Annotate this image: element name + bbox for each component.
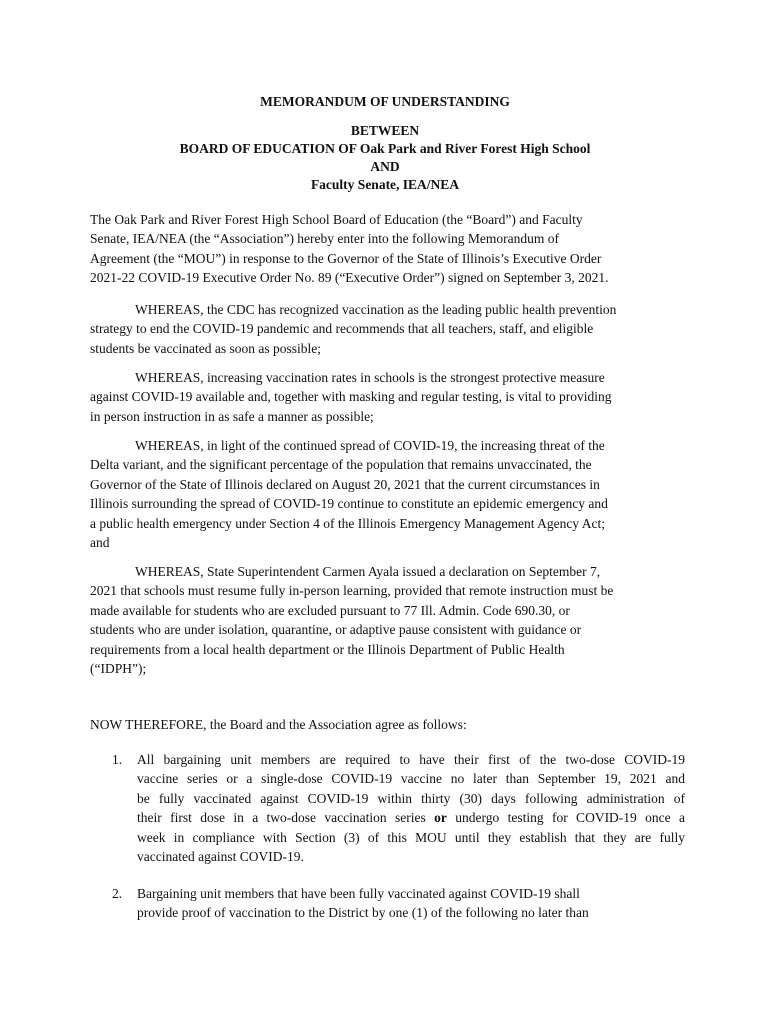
heading-party-board: BOARD OF EDUCATION OF Oak Park and River Forest High School	[179, 141, 591, 156]
list-item-body	[137, 884, 685, 923]
text-line: Senate, IEA/NEA (the “Association”) hereby enter into the following Memorandum of	[90, 231, 559, 247]
text-line: (“IDPH”);	[90, 661, 147, 677]
text-line: be fully vaccinated against COVID-19 within thirty (30) days following administration of	[137, 790, 685, 806]
text-line: 2021 that schools must resume fully in-person learning, provided that remote instruction must be	[90, 583, 614, 599]
text-line: in person instruction in as safe a manner as possible;	[90, 408, 374, 424]
text-line: 2021-22 COVID-19 Executive Order No. 89 (“Executive Order”) signed on September 3, 2021.	[90, 270, 609, 286]
text-line: Bargaining unit members that have been fully vaccinated against COVID-19 shall	[137, 886, 580, 901]
now-therefore-paragraph	[90, 715, 684, 734]
text-line: requirements from a local health department or the Illinois Department of Public Health	[90, 641, 565, 657]
whereas-vaccination-rates-paragraph	[90, 368, 684, 426]
text-line: week in compliance with Section (3) of this MOU until they establish that they are fully	[137, 829, 685, 845]
intro-paragraph	[90, 210, 684, 288]
text-line: strategy to end the COVID-19 pandemic and recommends that all teachers, staff, and eligible	[90, 321, 594, 337]
text-line: and	[90, 535, 110, 551]
text-line: made available for students who are excluded pursuant to 77 Ill. Admin. Code 690.30, or	[90, 602, 570, 618]
whereas-delta-variant-paragraph	[90, 436, 684, 552]
whereas-superintendent-paragraph	[90, 562, 684, 678]
text-line: NOW THEREFORE, the Board and the Association agree as follows:	[90, 717, 467, 732]
text-line: a public health emergency under Section 4 of the Illinois Emergency Management Agency Act;	[90, 515, 605, 531]
heading-party-senate: Faculty Senate, IEA/NEA	[310, 177, 460, 192]
text-line: vaccinated against COVID-19.	[137, 849, 304, 865]
text-line: against COVID-19 available and, together with masking and regular testing, is vital to providing	[90, 389, 612, 405]
list-number: 2.	[112, 886, 123, 901]
text-line: students who are under isolation, quarantine, or adaptive pause consistent with guidance or	[90, 622, 582, 638]
text-line	[137, 808, 685, 827]
list-number: 1.	[112, 752, 123, 767]
text-line: WHEREAS, in light of the continued spread of COVID-19, the increasing threat of the	[135, 438, 605, 453]
text-line: provide proof of vaccination to the District by one (1) of the following no later than	[137, 905, 589, 921]
text-segment: undergo testing for COVID-19 once a	[455, 810, 686, 826]
heading-between: BETWEEN	[350, 123, 420, 138]
text-line: Governor of the State of Illinois declared on August 20, 2021 that the current circumstances in	[90, 476, 600, 492]
list-item-body	[137, 750, 685, 866]
whereas-cdc-paragraph	[90, 300, 684, 358]
bold-or-emphasis: or	[434, 810, 447, 826]
text-line: The Oak Park and River Forest High School Board of Education (the “Board”) and Faculty	[90, 212, 583, 227]
text-line: vaccine series or a single-dose COVID-19 vaccine no later than September 19, 2021 and	[137, 771, 685, 787]
text-segment: their first dose in a two-dose vaccination series	[137, 810, 426, 826]
text-line: WHEREAS, increasing vaccination rates in schools is the strongest protective measure	[135, 370, 605, 385]
text-line: Agreement (the “MOU”) in response to the Governor of the State of Illinois’s Executive Order	[90, 250, 602, 266]
text-line: WHEREAS, the CDC has recognized vaccination as the leading public health prevention	[135, 302, 617, 317]
text-line: Illinois surrounding the spread of COVID-19 continue to constitute an epidemic emergency and	[90, 496, 608, 512]
text-line: students be vaccinated as soon as possible;	[90, 340, 321, 356]
document-title: MEMORANDUM OF UNDERSTANDING	[260, 94, 510, 109]
heading-and: AND	[370, 159, 400, 174]
text-line: Delta variant, and the significant percentage of the population that remains unvaccinated, the	[90, 457, 592, 473]
text-line: WHEREAS, State Superintendent Carmen Ayala issued a declaration on September 7,	[135, 564, 601, 579]
text-line: All bargaining unit members are required to have their first of the two-dose COVID-19	[137, 752, 685, 767]
